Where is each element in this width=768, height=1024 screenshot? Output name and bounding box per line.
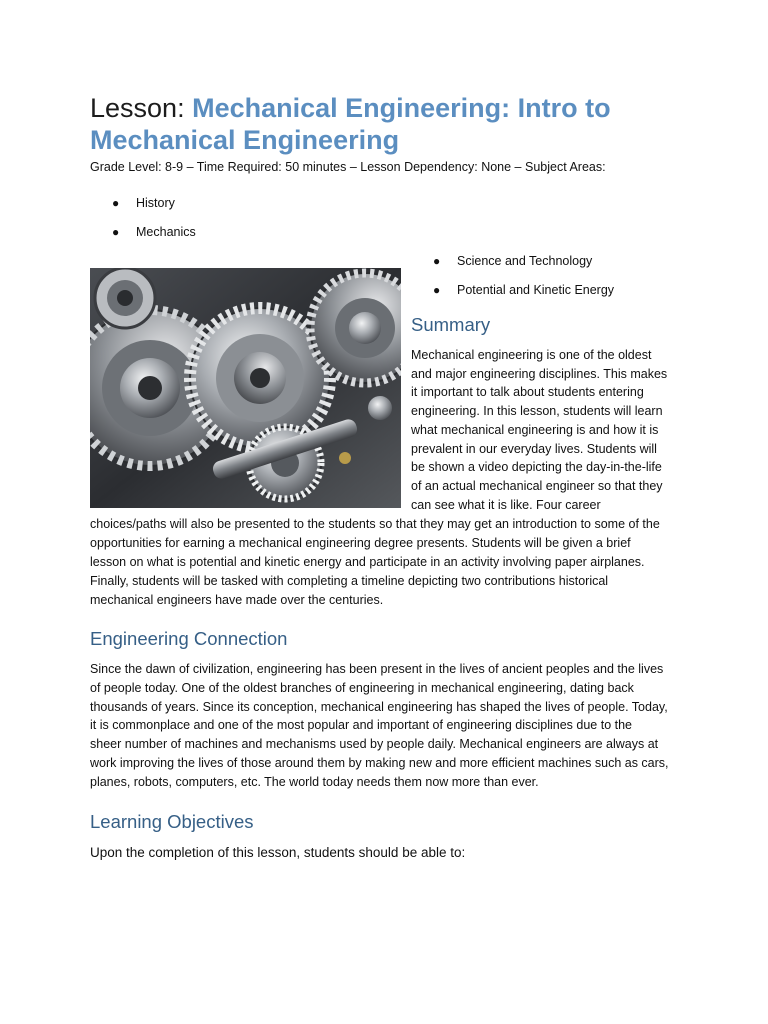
bullet-icon: ●: [433, 283, 441, 297]
subject-area-label: History: [136, 196, 175, 210]
connection-line: sheer number of machines and mechanisms used by people daily. Mechanical engineers are always at: [90, 737, 659, 751]
subject-area-item: [112, 195, 175, 211]
summary-line: mechanical engineers have made over the centuries.: [90, 593, 384, 607]
connection-line: of people today. One of the oldest branches of engineering in mechanical engineering, dating back: [90, 681, 634, 695]
summary-line: prevalent in our everyday lives. Students will: [411, 442, 657, 456]
summary-line: lesson on what is potential and kinetic energy and participate in an activity involving paper airplanes.: [90, 555, 645, 569]
title-main: Mechanical Engineering: Intro to Mechanical Engineering: [90, 93, 611, 155]
gears-photo: [90, 268, 401, 508]
lesson-meta: Grade Level: 8-9 – Time Required: 50 minutes – Lesson Dependency: None – Subject Areas:: [90, 160, 606, 174]
title-prefix: Lesson:: [90, 93, 193, 123]
subject-area-item: [433, 282, 615, 298]
summary-line: Mechanical engineering is one of the oldest: [411, 348, 652, 362]
connection-line: Since the dawn of civilization, engineering has been present in the lives of ancient peoples and the lives: [90, 662, 664, 676]
summary-heading: Summary: [411, 314, 491, 335]
connection-line: work improving the lives of those around them by making new and more efficient machines such as cars,: [90, 756, 669, 770]
connection-line: it is commonplace and one of the most popular and important of engineering disciplines due to the: [90, 718, 632, 732]
learning-objectives-heading: Learning Objectives: [90, 811, 254, 832]
learning-objectives-intro: Upon the completion of this lesson, students should be able to:: [90, 845, 466, 860]
bullet-icon: ●: [112, 225, 120, 239]
summary-line: and major engineering disciplines. This makes: [411, 367, 668, 381]
summary-line: what mechanical engineering is and how it is: [411, 423, 659, 437]
summary-line: opportunities for earning a mechanical engineering degree presents. Students will be given a brief: [90, 536, 631, 550]
summary-line: engineering. In this lesson, students will learn: [411, 404, 663, 418]
connection-line: thousands of years. Since its conception, mechanical engineering has shaped the lives of people. Today,: [90, 700, 668, 714]
summary-line: it important to talk about students entering: [411, 385, 644, 399]
subject-area-label: Potential and Kinetic Energy: [457, 283, 615, 297]
bullet-icon: ●: [433, 254, 441, 268]
summary-line: can see what it is like. Four career: [411, 498, 601, 512]
summary-line: be shown a video depicting the day-in-the-life: [411, 460, 662, 474]
engineering-connection-heading: Engineering Connection: [90, 628, 288, 649]
summary-line: of an actual mechanical engineer so that they: [411, 479, 663, 493]
bullet-icon: ●: [112, 196, 120, 210]
lesson-title: [90, 92, 690, 156]
subject-area-label: Science and Technology: [457, 254, 593, 268]
subject-area-item: [112, 224, 196, 240]
connection-line: planes, robots, computers, etc. The world today needs them now more than ever.: [90, 775, 539, 789]
subject-area-item: [433, 253, 593, 269]
summary-line: Finally, students will be tasked with completing a timeline depicting two contributions historical: [90, 574, 609, 588]
subject-area-label: Mechanics: [136, 225, 196, 239]
summary-line: choices/paths will also be presented to the students so that they may get an introduction to some of the: [90, 517, 660, 531]
